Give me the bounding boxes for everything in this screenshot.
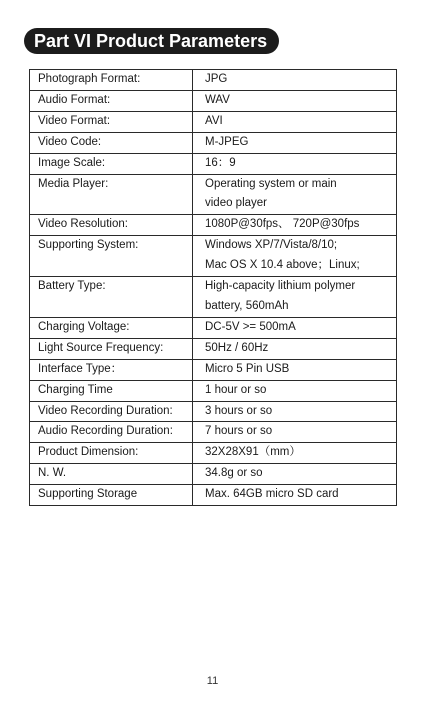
- parameter-row: [30, 174, 397, 215]
- parameter-value: [193, 90, 397, 111]
- parameter-value: [193, 317, 397, 338]
- parameter-label: Video Code:: [30, 132, 193, 153]
- parameter-value-line: battery, 560mAh: [205, 299, 289, 312]
- product-parameters-body: [30, 70, 397, 506]
- parameter-label: N. W.: [30, 464, 193, 485]
- parameter-label: Charging Time: [30, 380, 193, 401]
- parameter-value-line: 1 hour or so: [205, 383, 267, 396]
- parameter-row: [30, 422, 397, 443]
- parameter-value-line: Operating system or main: [205, 177, 337, 190]
- parameter-label: Charging Voltage:: [30, 317, 193, 338]
- parameter-value: [193, 485, 397, 506]
- parameter-label: Video Recording Duration:: [30, 401, 193, 422]
- parameter-label: Supporting Storage: [30, 485, 193, 506]
- parameter-value-line: Mac OS X 10.4 above；Linux;: [205, 259, 360, 272]
- parameter-value-line: Max. 64GB micro SD card: [205, 488, 339, 501]
- parameter-value-line: video player: [205, 197, 268, 210]
- parameter-value-line: 1080P@30fps、 720P@30fps: [205, 218, 360, 231]
- parameter-value: [193, 338, 397, 359]
- parameter-row: [30, 359, 397, 380]
- parameter-label: Supporting System:: [30, 236, 193, 277]
- parameter-label: Video Resolution:: [30, 215, 193, 236]
- parameter-value-line: WAV: [205, 93, 230, 106]
- parameter-label: Audio Recording Duration:: [30, 422, 193, 443]
- parameter-value-line: 7 hours or so: [205, 425, 273, 438]
- parameter-label: Audio Format:: [30, 90, 193, 111]
- parameter-row: [30, 464, 397, 485]
- parameter-label: Video Format:: [30, 111, 193, 132]
- parameter-row: [30, 111, 397, 132]
- parameter-label: Product Dimension:: [30, 443, 193, 464]
- parameter-label: Light Source Frequency:: [30, 338, 193, 359]
- parameter-label: Image Scale:: [30, 153, 193, 174]
- parameter-value: [193, 380, 397, 401]
- parameter-value: [193, 236, 397, 277]
- parameter-value: [193, 174, 397, 215]
- parameter-row: [30, 70, 397, 91]
- parameter-value: [193, 422, 397, 443]
- parameter-value: [193, 132, 397, 153]
- parameter-label: Media Player:: [30, 174, 193, 215]
- parameter-label: Interface Type：: [30, 359, 193, 380]
- parameter-value-line: JPG: [205, 73, 228, 85]
- parameter-label: Photograph Format:: [30, 70, 193, 91]
- parameter-value: [193, 443, 397, 464]
- parameter-value-line: Windows XP/7/Vista/8/10;: [205, 239, 338, 252]
- parameter-row: [30, 443, 397, 464]
- parameter-value-line: 3 hours or so: [205, 404, 273, 417]
- parameter-row: [30, 215, 397, 236]
- parameter-row: [30, 236, 397, 277]
- parameter-value: [193, 153, 397, 174]
- parameter-value-line: 32X28X91（mm）: [205, 446, 301, 459]
- parameter-row: [30, 338, 397, 359]
- product-parameters-table: [29, 69, 397, 506]
- parameter-label: Battery Type:: [30, 277, 193, 318]
- parameter-value-line: 16：9: [205, 156, 236, 169]
- parameter-value: [193, 215, 397, 236]
- parameter-value-line: 34.8g or so: [205, 467, 263, 480]
- parameter-row: [30, 380, 397, 401]
- section-title: Part VI Product Parameters: [24, 28, 279, 54]
- parameter-value: [193, 277, 397, 318]
- parameter-value: [193, 464, 397, 485]
- parameter-row: [30, 90, 397, 111]
- parameter-value-line: 50Hz / 60Hz: [205, 341, 269, 354]
- parameter-value-line: M-JPEG: [205, 135, 249, 148]
- parameter-value: [193, 401, 397, 422]
- parameter-value: [193, 70, 397, 91]
- parameter-value-line: Micro 5 Pin USB: [205, 362, 290, 375]
- parameter-value-line: AVI: [205, 114, 223, 127]
- parameter-row: [30, 401, 397, 422]
- parameter-row: [30, 153, 397, 174]
- parameter-value-line: High-capacity lithium polymer: [205, 280, 356, 293]
- page-number: 11: [206, 675, 219, 687]
- parameter-row: [30, 277, 397, 318]
- parameter-row: [30, 317, 397, 338]
- parameter-row: [30, 132, 397, 153]
- parameter-value: [193, 111, 397, 132]
- parameter-value-line: DC-5V >= 500mA: [205, 320, 296, 333]
- parameter-row: [30, 485, 397, 506]
- parameter-value: [193, 359, 397, 380]
